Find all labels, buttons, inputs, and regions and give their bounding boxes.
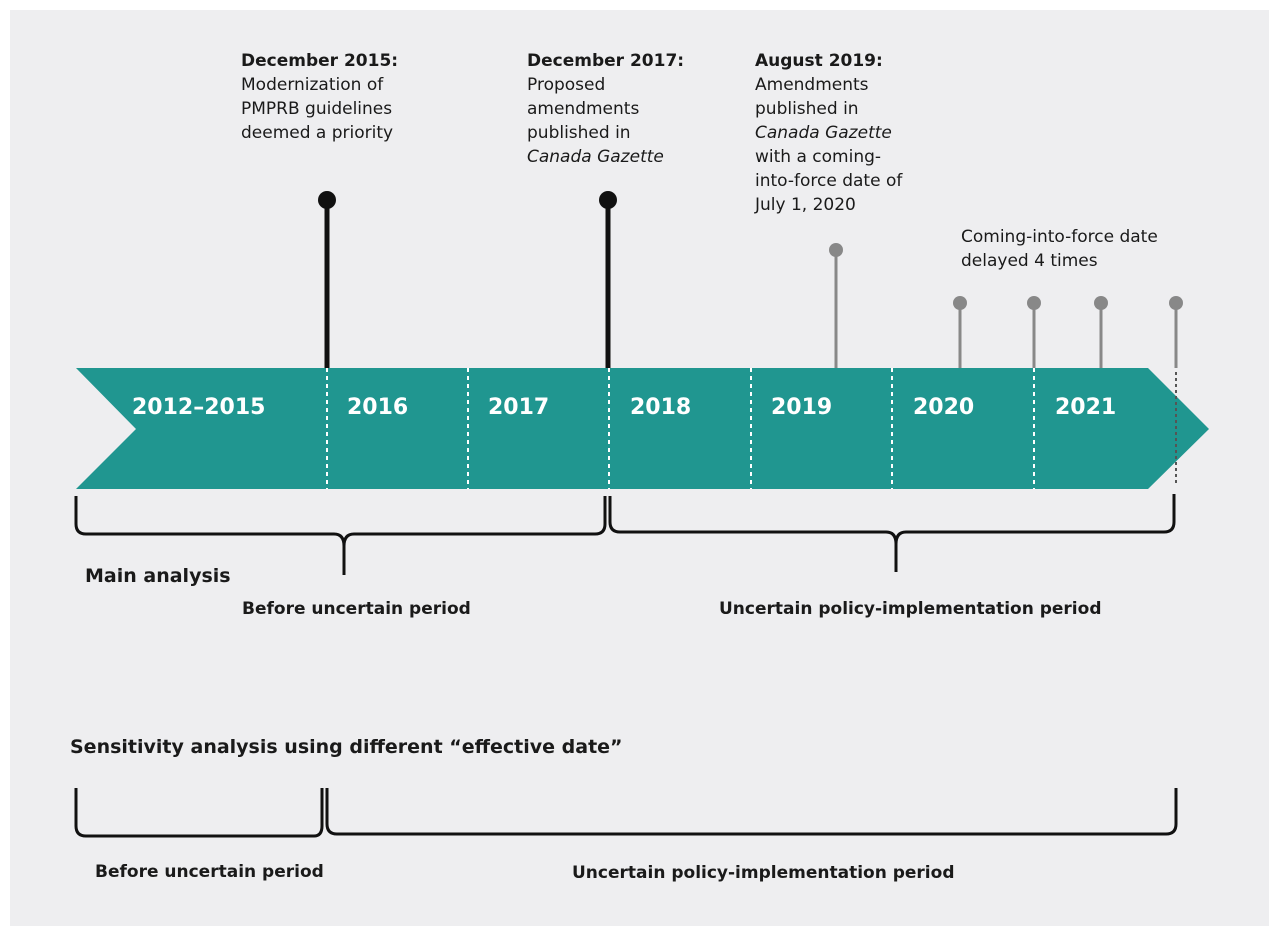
pin-december-2017: [599, 191, 617, 368]
event-title: December 2015:: [241, 51, 399, 71]
pin-delay-1: [953, 296, 967, 368]
year-label-2012-2015: 2012–2015: [132, 395, 266, 420]
year-label-2017: 2017: [488, 395, 550, 420]
delay-note-line: Coming-into-force date: [961, 227, 1158, 247]
pin-delay-4: [1169, 296, 1183, 368]
event-line: published in: [755, 99, 859, 119]
event-line: into-force date of: [755, 171, 903, 191]
event-line: Modernization of: [241, 75, 384, 95]
canada-gazette-italic: Canada Gazette: [527, 147, 664, 167]
year-label-2016: 2016: [347, 395, 409, 420]
year-label-2020: 2020: [913, 395, 975, 420]
pin-delay-2: [1027, 296, 1041, 368]
sensitivity-before-label: Before uncertain period: [95, 862, 324, 882]
year-label-2018: 2018: [630, 395, 692, 420]
delay-note-line: delayed 4 times: [961, 251, 1098, 271]
event-line: with a coming-: [755, 147, 882, 167]
brace-main-after: [610, 494, 1174, 572]
event-line-italic: [755, 121, 902, 145]
event-line: amendments: [527, 99, 640, 119]
timeline-band: [76, 368, 1209, 489]
year-label-2019: 2019: [771, 395, 833, 420]
brace-main-before: [76, 496, 605, 575]
sensitivity-analysis-label: Sensitivity analysis using different “effective date”: [70, 736, 623, 758]
main-after-label: Uncertain policy-implementation period: [719, 599, 1102, 619]
year-label-2021: 2021: [1055, 395, 1117, 420]
pin-delay-3: [1094, 296, 1108, 368]
pin-december-2015: [318, 191, 336, 368]
event-line-italic: [527, 145, 684, 169]
bracket-sensitivity-before: [76, 788, 322, 836]
event-august-2019: [755, 49, 902, 217]
main-analysis-label: Main analysis: [85, 565, 231, 587]
pin-august-2019: [829, 243, 843, 368]
event-title: August 2019:: [755, 51, 883, 71]
event-line: Proposed: [527, 75, 606, 95]
event-line: PMPRB guidelines: [241, 99, 393, 119]
event-line: deemed a priority: [241, 123, 394, 143]
delay-note: [961, 225, 1158, 273]
event-title: December 2017:: [527, 51, 685, 71]
canada-gazette-italic: Canada Gazette: [755, 123, 892, 143]
main-before-label: Before uncertain period: [242, 599, 471, 619]
sensitivity-after-label: Uncertain policy-implementation period: [572, 863, 955, 883]
event-december-2017: [527, 49, 684, 169]
event-line: Amendments: [755, 75, 869, 95]
event-line: July 1, 2020: [755, 195, 856, 215]
bracket-sensitivity-after: [327, 788, 1176, 834]
event-december-2015: [241, 49, 398, 145]
event-line: published in: [527, 123, 631, 143]
